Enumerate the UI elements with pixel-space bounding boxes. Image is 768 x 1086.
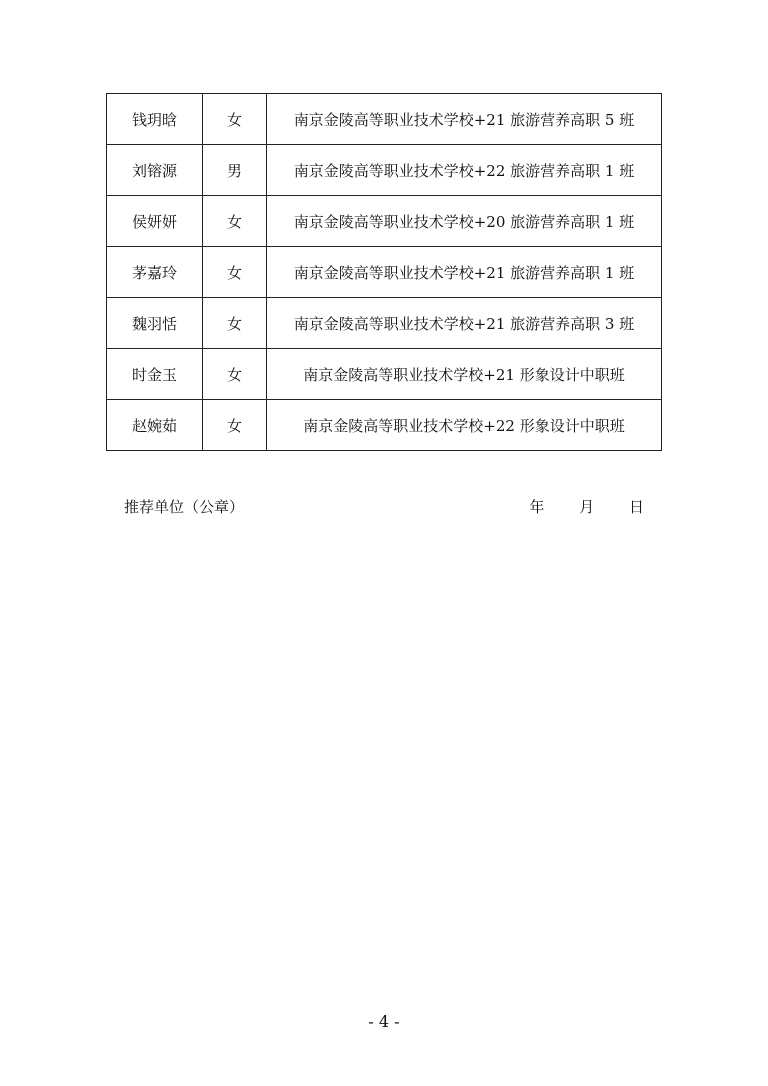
- date-fields: [499, 496, 644, 517]
- student-school-cell: 南京金陵高等职业技术学校+22 形象设计中职班: [267, 400, 662, 451]
- student-gender-cell: 女: [203, 400, 267, 451]
- student-name-cell: 钱玥晗: [107, 94, 203, 145]
- student-name-cell: 赵婉茹: [107, 400, 203, 451]
- table-row: [107, 145, 662, 196]
- student-gender-cell: 女: [203, 247, 267, 298]
- student-name-cell: 侯妍妍: [107, 196, 203, 247]
- student-school-cell: 南京金陵高等职业技术学校+21 形象设计中职班: [267, 349, 662, 400]
- student-school-cell: 南京金陵高等职业技术学校+22 旅游营养高职 1 班: [267, 145, 662, 196]
- student-school-cell: 南京金陵高等职业技术学校+21 旅游营养高职 1 班: [267, 247, 662, 298]
- page-number: - 4 -: [368, 1012, 400, 1031]
- student-gender-cell: 女: [203, 349, 267, 400]
- table-row: [107, 247, 662, 298]
- table-row: [107, 298, 662, 349]
- student-school-cell: 南京金陵高等职业技术学校+21 旅游营养高职 3 班: [267, 298, 662, 349]
- student-name-cell: 魏羽恬: [107, 298, 203, 349]
- student-gender-cell: 女: [203, 196, 267, 247]
- student-name-cell: 时金玉: [107, 349, 203, 400]
- student-name-cell: 茅嘉玲: [107, 247, 203, 298]
- student-school-cell: 南京金陵高等职业技术学校+20 旅游营养高职 1 班: [267, 196, 662, 247]
- roster-body: [107, 94, 662, 451]
- student-school-cell: 南京金陵高等职业技术学校+21 旅游营养高职 5 班: [267, 94, 662, 145]
- table-row: [107, 400, 662, 451]
- student-roster-table: [106, 93, 662, 451]
- table-row: [107, 94, 662, 145]
- student-gender-cell: 男: [203, 145, 267, 196]
- year-label: 年: [529, 498, 545, 516]
- recommender-unit-label: 推荐单位（公章）: [124, 498, 245, 516]
- student-gender-cell: 女: [203, 298, 267, 349]
- day-label: 日: [628, 498, 644, 516]
- table-row: [107, 196, 662, 247]
- student-name-cell: 刘镕源: [107, 145, 203, 196]
- signature-footer: [124, 496, 644, 518]
- student-gender-cell: 女: [203, 94, 267, 145]
- table-row: [107, 349, 662, 400]
- month-label: 月: [579, 498, 595, 516]
